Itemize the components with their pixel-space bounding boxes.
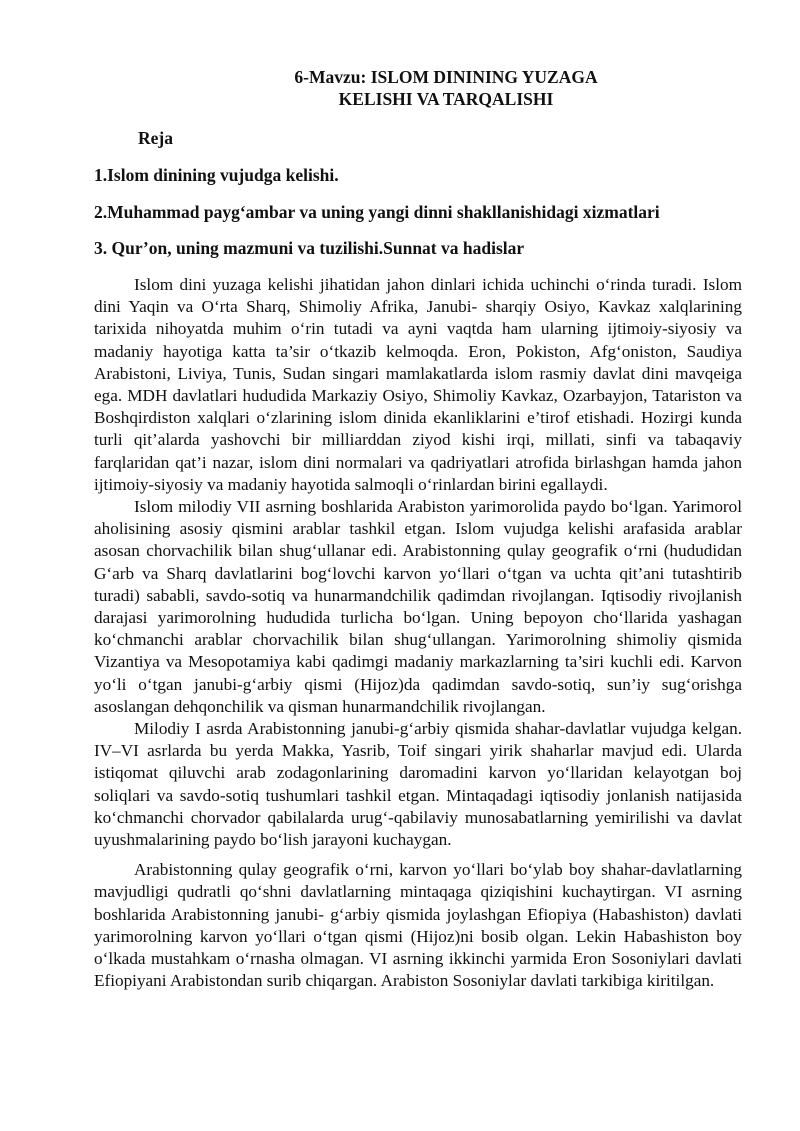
plan-item-2: 2.Muhammad payg‘ambar va uning yangi dinni shakllanishidagi xizmatlari <box>94 202 660 222</box>
plan-item-3: 3. Qur’on, uning mazmuni va tuzilishi.Sunnat va hadislar <box>94 238 525 258</box>
paragraph-3: Milodiy I asrda Arabistonning janubi-g‘arbiy qismida shahar-davlatlar vujudga kelgan. IV–VI asrlarda bu yerda Makka, Yasrib, Toif singari yirik shaharlar mavjud edi. Ularda istiqomat qiluvchi arab zodagonlarining daromadini karvon yo‘llaridan kelayotgan boj soliqlari va savdo-sotiq tushumlari tashkil etgan. Mintaqadagi iqtisodiy jonlanish natijasida ko‘chmanchi chorvador qabilalarda urug‘-qabilaviy munosabatlarning yemirilishi va davlat uyushmalarining paydo bo‘lish jarayoni kuchaygan. <box>94 719 742 850</box>
title-line-2: KELISHI VA TARQALISHI <box>338 89 554 109</box>
plan-heading: Reja <box>138 128 173 148</box>
paragraph-1: Islom dini yuzaga kelishi jihatidan jahon dinlari ichida uchinchi o‘rinda turadi. Islom dini Yaqin va O‘rta Sharq, Shimoliy Afrika, Janubi- sharqiy Osiyo, Kavkaz xalqlarining tarixida nihoyatda muhim o‘rin tutadi va ayni vaqtda ham ularning ijtimoiy-siyosiy va madaniy hayotiga katta ta’sir o‘tkazib kelmoqda. Eron, Pokiston, Afg‘oniston, Saudiya Arabistoni, Liviya, Tunis, Sudan singari mamlakatlarda islom rasmiy davlat dini mavqeiga ega. MDH davlatlari hududida Markaziy Osiyo, Shimoliy Kavkaz, Ozarbayjon, Tatariston va Boshqirdiston xalqlari o‘zlarining islom dinida ekanliklarini e’tirof etishadi. Hozirgi kunda turli qit’alarda yashovchi bir milliarddan ziyod kishi irqi, millati, sinfi va tabaqaviy farqlaridan qat’i nazar, islom dini normalari va qadriyatlari atrofida birlashgan hamda jahon ijtimoiy-siyosiy va madaniy hayotida salmoqli o‘rinlardan birini egallaydi. <box>94 275 742 494</box>
body-text <box>94 274 742 993</box>
document-title <box>94 66 742 110</box>
paragraph-4: Arabistonning qulay geografik o‘rni, karvon yo‘llari bo‘ylab boy shahar-davlatlarning mavjudligi qudratli qo‘shni davlatlarning mintaqaga qiziqishini kuchaytirgan. VI asrning boshlarida Arabistonning janubi- g‘arbiy qismida joylashgan Efiopiya (Habashiston) davlati yarimorolning karvon yo‘llari o‘tgan qismi (Hijoz)ni bosib olgan. Lekin Habashiston boy o‘lkada mustahkam o‘rnasha olmagan. VI asrning ikkinchi yarmida Eron Sosoniylari davlati Efiopiyani Arabistondan surib chiqargan. Arabiston Sosoniylar davlati tarkibiga kiritilgan. <box>94 860 742 991</box>
title-line-1: 6-Mavzu: ISLOM DININING YUZAGA <box>294 67 598 87</box>
plan-item-1: 1.Islom dinining vujudga kelishi. <box>94 165 339 185</box>
paragraph-2: Islom milodiy VII asrning boshlarida Arabiston yarimorolida paydo bo‘lgan. Yarimorol aholisining asosiy qismini arablar tashkil etgan. Islom vujudga kelishi arafasida arablar asosan chorvachilik bilan shug‘ullanar edi. Arabistonning qulay geografik o‘rni (hududidan G‘arb va Sharq davlatlarini bog‘lovchi karvon yo‘llari o‘tgan va uchta qit’ani tutashtirib turadi) sababli, savdo-sotiq va hunarmandchilik qadimdan rivojlangan. Iqtisodiy rivojlanish darajasi yarimorolning hududida turlicha bo‘lgan. Uning bepoyon cho‘llarida yashagan ko‘chmanchi arablar chorvachilik bilan shug‘ullangan. Yarimorolning shimoliy qismida Vizantiya va Mesopotamiya kabi qadimgi madaniy markazlarning ta’siri kuchli edi. Karvon yo‘li o‘tgan janubi-g‘arbiy qismi (Hijoz)da qadimdan savdo-sotiq, sun’iy sug‘orishga asoslangan dehqonchilik va qisman hunarmandchilik rivojlangan. <box>94 497 742 716</box>
